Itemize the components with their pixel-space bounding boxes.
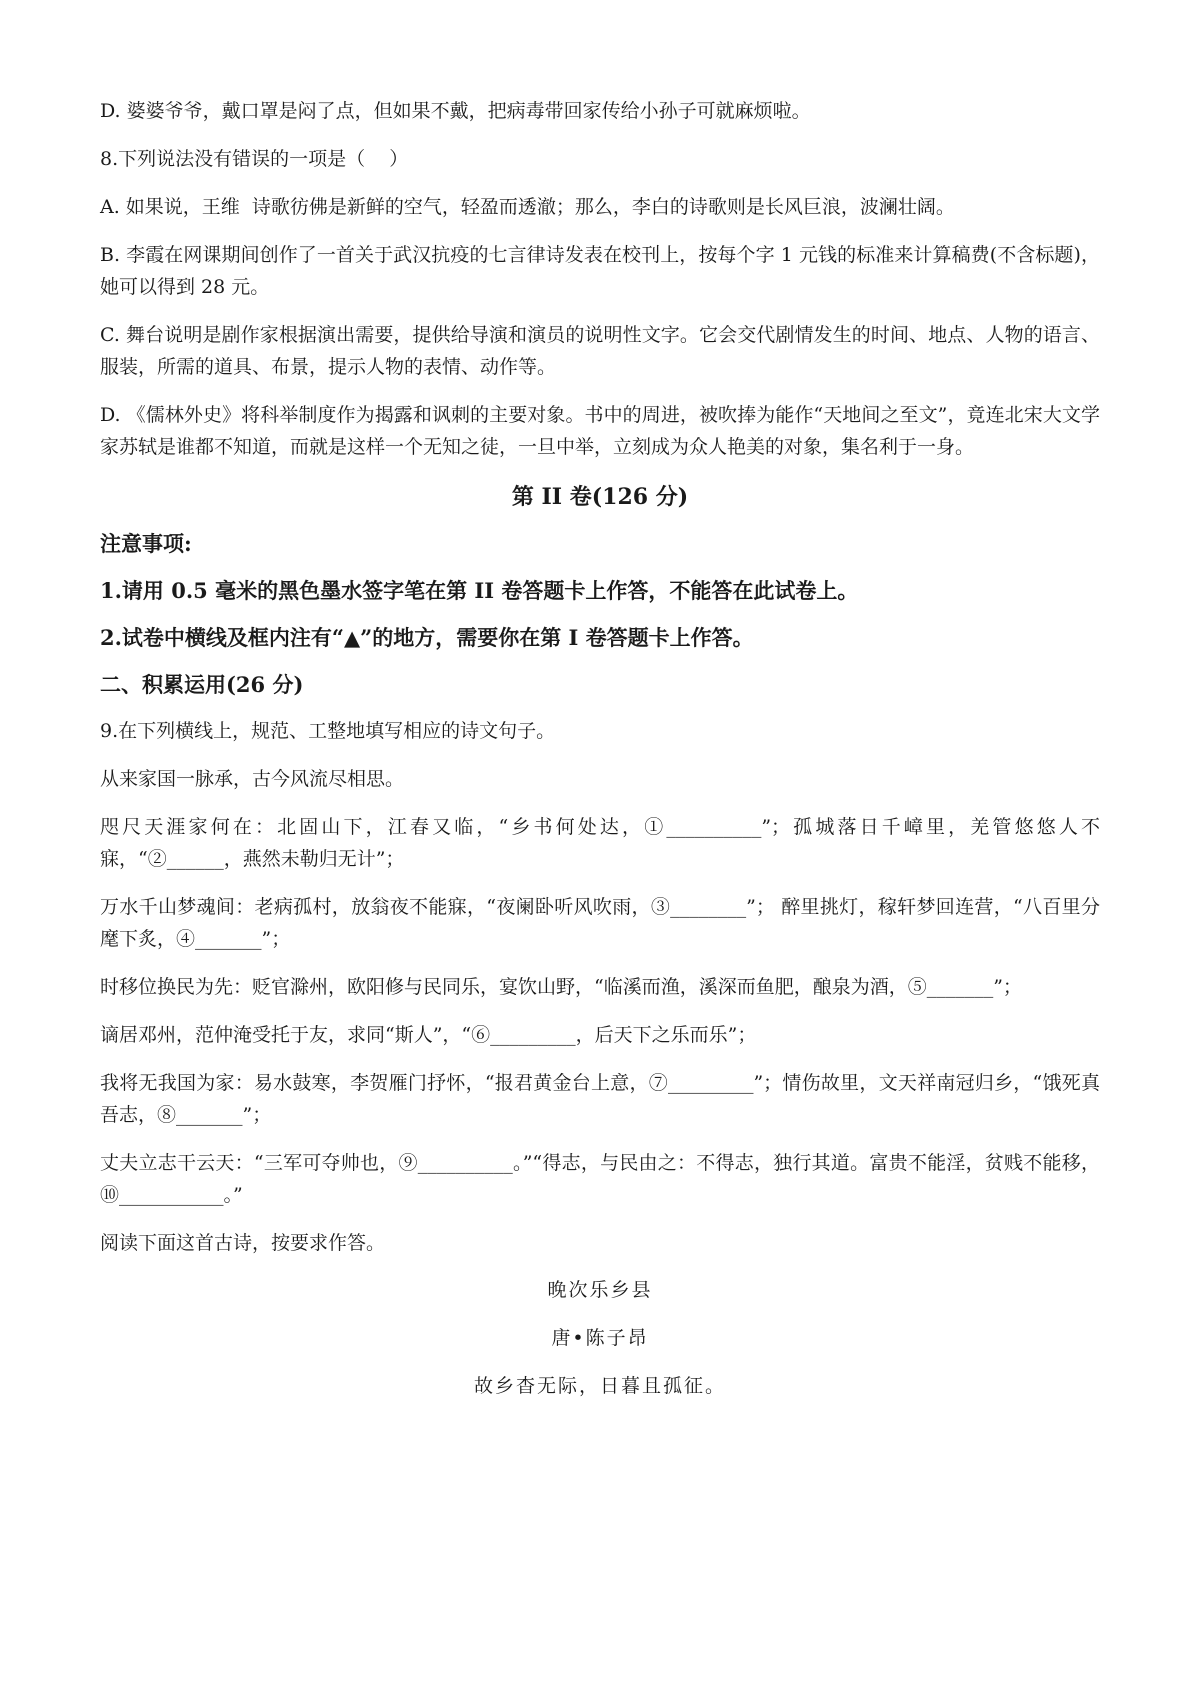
poem-title: 晚次乐乡县 bbox=[547, 1279, 653, 1301]
q9-paragraph-5: 我将无我国为家：易水鼓寒，李贺雁门抒怀，“报君黄金台上意，⑦_________”；情伤故里，文天祥南冠归乡，“饿死真吾志，⑧_______”； bbox=[100, 1072, 1100, 1126]
part2-title: 第 II 卷(126 分) bbox=[511, 484, 689, 510]
q9-paragraph-4: 谪居邓州，范仲淹受托于友，求同“斯人”，“⑥_________，后天下之乐而乐”； bbox=[100, 1024, 757, 1046]
q8-stem: 8.下列说法没有错误的一项是（ ） bbox=[100, 148, 409, 170]
reading-intro: 阅读下面这首古诗，按要求作答。 bbox=[100, 1232, 386, 1254]
poem-author: 唐•陈子昂 bbox=[551, 1327, 649, 1349]
notice-title: 注意事项: bbox=[100, 531, 192, 556]
section2-title: 二、积累运用(26 分) bbox=[100, 672, 304, 697]
notice-item-1: 1.请用 0.5 毫米的黑色墨水签字笔在第 II 卷答题卡上作答，不能答在此试卷上。 bbox=[100, 578, 859, 603]
q8-option-c: C. 舞台说明是剧作家根据演出需要，提供给导演和演员的说明性文字。它会交代剧情发生的时间、地点、人物的语言、服装，所需的道具、布景，提示人物的表情、动作等。 bbox=[100, 324, 1100, 378]
poem-line-1: 故乡杳无际，日暮且孤征。 bbox=[473, 1375, 726, 1397]
q9-intro: 从来家国一脉承，古今风流尽相思。 bbox=[100, 768, 405, 790]
q9-paragraph-2: 万水千山梦魂间：老病孤村，放翁夜不能寐，“夜阑卧听风吹雨，③________”； 醉里挑灯，稼轩梦回连营，“八百里分麾下炙，④_______”； bbox=[100, 896, 1100, 950]
q9-paragraph-1: 咫尺天涯家何在：北固山下，江春又临，“乡书何处达，①__________”；孤城落日千嶂里，羌管悠悠人不寐，“②______，燕然未勒归无计”； bbox=[100, 816, 1100, 870]
q8-option-d: D. 《儒林外史》将科举制度作为揭露和讽刺的主要对象。书中的周进，被吹捧为能作“天地间之至文”，竟连北宋大文学家苏轼是谁都不知道，而就是这样一个无知之徒，一旦中举，立刻成为众人艳美的对象，集名利于一身。 bbox=[100, 404, 1100, 458]
q7-option-d: D. 婆婆爷爷，戴口罩是闷了点，但如果不戴，把病毒带回家传给小孙子可就麻烦啦。 bbox=[100, 100, 811, 122]
q8-option-a: A. 如果说，王维 诗歌彷佛是新鲜的空气，轻盈而透澈；那么，李白的诗歌则是长风巨浪，波澜壮阔。 bbox=[100, 196, 955, 218]
q9-paragraph-3: 时移位换民为先：贬官滁州，欧阳修与民同乐，宴饮山野，“临溪而渔，溪深而鱼肥，酿泉为酒，⑤_______”； bbox=[100, 976, 1022, 998]
q9-paragraph-6: 丈夫立志干云天：“三军可夺帅也，⑨__________。”“得志，与民由之：不得志，独行其道。富贵不能淫，贫贱不能移，⑩___________。” bbox=[100, 1152, 1100, 1206]
notice-item-2: 2.试卷中横线及框内注有“▲”的地方，需要你在第 I 卷答题卡上作答。 bbox=[100, 625, 754, 650]
q8-option-b: B. 李霞在网课期间创作了一首关于武汉抗疫的七言律诗发表在校刊上，按每个字 1 元钱的标准来计算稿费(不含标题)，她可以得到 28 元。 bbox=[100, 244, 1100, 298]
q9-stem: 9.在下列横线上，规范、工整地填写相应的诗文句子。 bbox=[100, 720, 556, 742]
